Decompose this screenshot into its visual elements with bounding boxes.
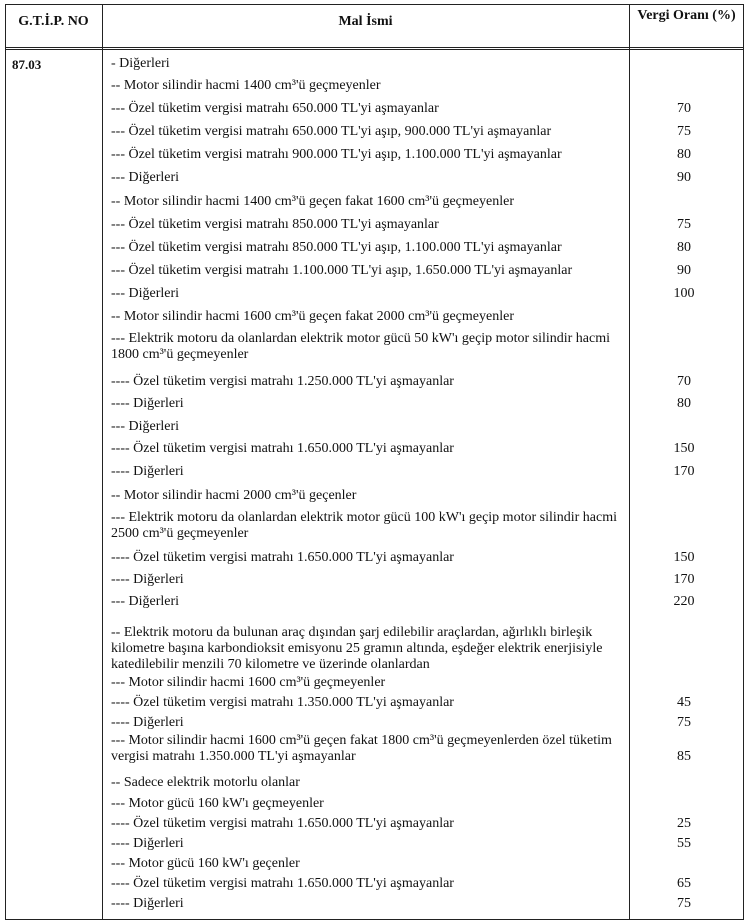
row-description: -- Sadece elektrik motorlu olanlar [111, 775, 300, 790]
row-rate: 75 [677, 896, 691, 911]
header-rate: Vergi Oranı (%) [637, 8, 736, 23]
row-description: --- Motor silindir hacmi 1600 cm³'ü geçen fakat 1800 cm³'ü geçmeyenlerden özel tüketim vergisi matrahı 1.350.000 TL'yi aşmayanlar [111, 733, 612, 764]
row-rate: 75 [677, 715, 691, 730]
row-rate: 170 [673, 572, 695, 587]
row-rate: 75 [677, 217, 691, 232]
row-description: --- Diğerleri [111, 286, 180, 301]
row-description: --- Özel tüketim vergisi matrahı 1.100.000 TL'yi aşıp, 1.650.000 TL'yi aşmayanlar [111, 263, 573, 278]
row-rate: 90 [677, 263, 691, 278]
row-rate: 80 [677, 240, 691, 255]
row-description: --- Özel tüketim vergisi matrahı 900.000 TL'yi aşıp, 1.100.000 TL'yi aşmayanlar [111, 147, 562, 162]
column-divider [629, 4, 630, 920]
gtip-code: 87.03 [12, 57, 42, 72]
row-description: --- Özel tüketim vergisi matrahı 850.000 TL'yi aşıp, 1.100.000 TL'yi aşmayanlar [111, 240, 562, 255]
row-description: ---- Diğerleri [111, 715, 184, 730]
row-description: ---- Özel tüketim vergisi matrahı 1.250.000 TL'yi aşmayanlar [111, 374, 454, 389]
row-description: --- Diğerleri [111, 170, 180, 185]
row-description: --- Motor gücü 160 kW'ı geçenler [111, 856, 300, 871]
row-rate: 220 [673, 594, 695, 609]
header-divider [5, 47, 744, 48]
row-description: --- Özel tüketim vergisi matrahı 650.000 TL'yi aşıp, 900.000 TL'yi aşmayanlar [111, 124, 552, 139]
row-rate: 85 [677, 749, 691, 764]
row-rate: 150 [673, 550, 695, 565]
row-description: --- Motor silindir hacmi 1600 cm³'ü geçmeyenler [111, 675, 386, 690]
row-rate: 80 [677, 147, 691, 162]
row-rate: 80 [677, 396, 691, 411]
header-divider-2 [5, 49, 744, 50]
row-description: ---- Özel tüketim vergisi matrahı 1.650.000 TL'yi aşmayanlar [111, 441, 454, 456]
row-rate: 45 [677, 695, 691, 710]
row-description: ---- Diğerleri [111, 464, 184, 479]
row-description: --- Özel tüketim vergisi matrahı 850.000 TL'yi aşmayanlar [111, 217, 439, 232]
row-description: ---- Özel tüketim vergisi matrahı 1.650.000 TL'yi aşmayanlar [111, 876, 454, 891]
row-rate: 55 [677, 836, 691, 851]
row-rate: 65 [677, 876, 691, 891]
row-description: --- Diğerleri [111, 594, 180, 609]
row-description: ---- Diğerleri [111, 396, 184, 411]
row-description: ---- Özel tüketim vergisi matrahı 1.650.000 TL'yi aşmayanlar [111, 550, 454, 565]
row-description: ---- Diğerleri [111, 896, 184, 911]
header-code: G.T.İ.P. NO [18, 14, 89, 29]
header-name: Mal İsmi [338, 14, 393, 29]
row-description: -- Motor silindir hacmi 2000 cm³'ü geçenler [111, 488, 357, 503]
row-description: ---- Diğerleri [111, 572, 184, 587]
row-description: -- Motor silindir hacmi 1400 cm³'ü geçen fakat 1600 cm³'ü geçmeyenler [111, 194, 514, 209]
row-description: ---- Özel tüketim vergisi matrahı 1.350.000 TL'yi aşmayanlar [111, 695, 454, 710]
row-rate: 150 [673, 441, 695, 456]
row-description: --- Diğerleri [111, 419, 180, 434]
row-description: - Diğerleri [111, 56, 170, 71]
row-rate: 75 [677, 124, 691, 139]
row-rate: 90 [677, 170, 691, 185]
row-description: --- Elektrik motoru da olanlardan elektrik motor gücü 100 kW'ı geçip motor silindir hacmi 2500 cm³'ü geçmeyenler [111, 510, 617, 541]
row-description: --- Motor gücü 160 kW'ı geçmeyenler [111, 796, 324, 811]
row-description: --- Özel tüketim vergisi matrahı 650.000 TL'yi aşmayanlar [111, 101, 439, 116]
tariff-table [5, 4, 744, 920]
row-rate: 70 [677, 101, 691, 116]
row-rate: 70 [677, 374, 691, 389]
row-rate: 25 [677, 816, 691, 831]
row-description: -- Motor silindir hacmi 1600 cm³'ü geçen fakat 2000 cm³'ü geçmeyenler [111, 309, 514, 324]
row-description: ---- Diğerleri [111, 836, 184, 851]
row-rate: 170 [673, 464, 695, 479]
row-description: ---- Özel tüketim vergisi matrahı 1.650.000 TL'yi aşmayanlar [111, 816, 454, 831]
row-description: --- Elektrik motoru da olanlardan elektrik motor gücü 50 kW'ı geçip motor silindir hacmi 1800 cm³'ü geçmeyenler [111, 331, 610, 362]
row-description: -- Elektrik motoru da bulunan araç dışından şarj edilebilir araçlardan, ağırlıklı birleşik kilometre başına karbondioksit emisyonu 25 gramın altında, eşdeğer elektrik enerjisiyle katedilebilir menzili 70 kilometre ve üzerinde olanlardan [111, 625, 603, 672]
row-description: -- Motor silindir hacmi 1400 cm³'ü geçmeyenler [111, 78, 381, 93]
row-rate: 100 [673, 286, 695, 301]
column-divider [102, 4, 103, 920]
